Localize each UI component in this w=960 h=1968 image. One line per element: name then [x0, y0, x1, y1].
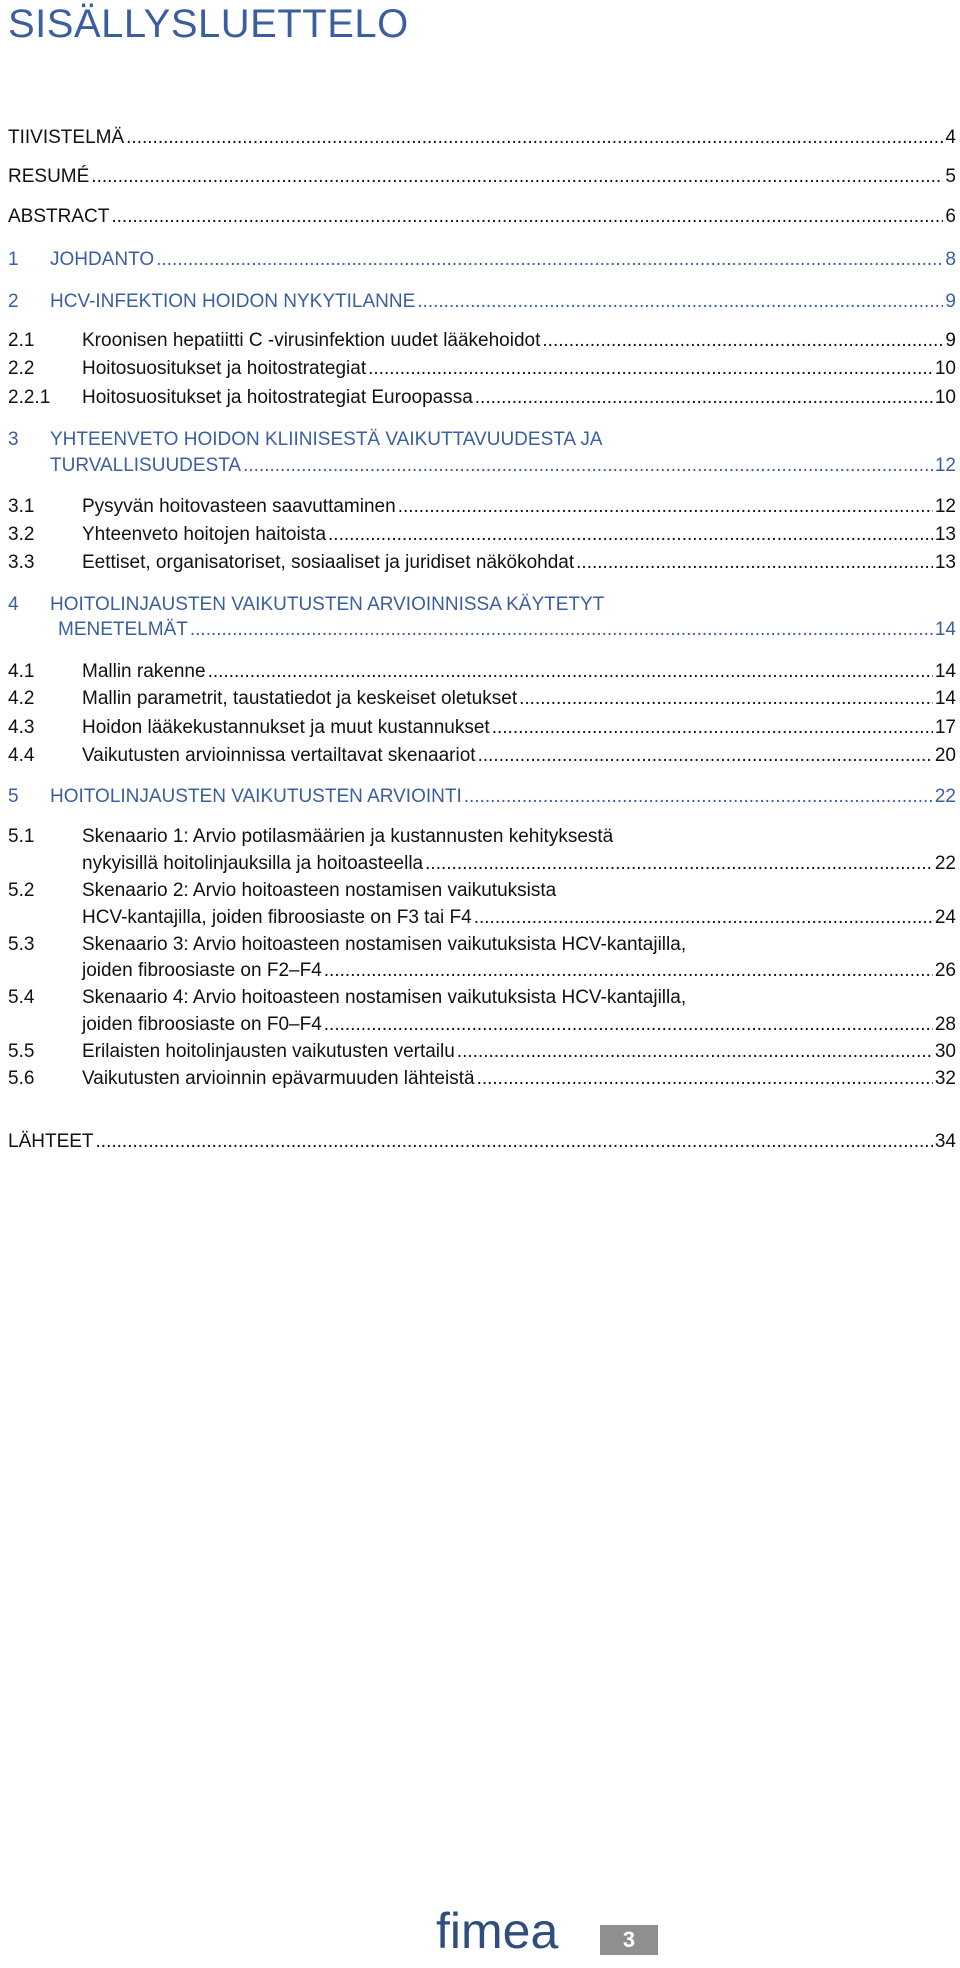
toc-page: 22	[934, 853, 956, 874]
toc-page: 10	[934, 387, 956, 408]
toc-entry-5-1-line-2[interactable]	[82, 852, 956, 876]
toc-label: Yhteenveto hoitojen haitoista	[82, 524, 327, 545]
toc-entry-abstract[interactable]	[8, 205, 956, 229]
toc-entry-resume[interactable]	[8, 165, 956, 189]
toc-number: 4	[8, 594, 19, 615]
toc-label: Kroonisen hepatiitti C -virusinfektion uudet lääkehoidot	[82, 330, 541, 351]
toc-label: JOHDANTO	[50, 249, 155, 270]
toc-page: 10	[934, 358, 956, 379]
toc-number: 5.3	[8, 934, 35, 955]
toc-label: joiden fibroosiaste on F2–F4	[82, 960, 322, 981]
toc-number: 3.1	[8, 496, 35, 517]
toc-page: 30	[934, 1041, 956, 1062]
dot-leader	[474, 906, 933, 930]
toc-label: YHTEENVETO HOIDON KLIINISESTÄ VAIKUTTAVUUDESTA JA	[50, 429, 603, 450]
toc-entry-5-2-line-2[interactable]	[82, 906, 956, 930]
toc-number: 5.6	[8, 1068, 35, 1089]
toc-page: 8	[945, 249, 956, 270]
toc-label: Pysyvän hoitovasteen saavuttaminen	[82, 496, 396, 517]
dot-leader	[477, 1067, 933, 1091]
dot-leader	[208, 660, 933, 684]
dot-leader	[368, 357, 933, 381]
toc-entry-2-1[interactable]	[8, 329, 956, 353]
dot-leader	[328, 523, 933, 547]
toc-entry-chapter-1[interactable]	[8, 248, 956, 272]
dot-leader	[457, 1040, 933, 1064]
dot-leader	[542, 329, 943, 353]
toc-page: 34	[934, 1131, 956, 1152]
toc-entry-5-5[interactable]	[8, 1040, 956, 1064]
toc-label: joiden fibroosiaste on F0–F4	[82, 1014, 322, 1035]
dot-leader	[111, 205, 943, 229]
toc-number: 4.2	[8, 688, 35, 709]
toc-number: 3	[8, 429, 19, 450]
toc-label: Hoitosuositukset ja hoitostrategiat Euroopassa	[82, 387, 473, 408]
toc-label: Hoidon lääkekustannukset ja muut kustannukset	[82, 717, 490, 738]
toc-label: HCV-kantajilla, joiden fibroosiaste on F3 tai F4	[82, 907, 472, 928]
toc-entry-5-6[interactable]	[8, 1067, 956, 1091]
dot-leader	[126, 126, 943, 150]
toc-entry-4-2[interactable]	[8, 687, 956, 711]
toc-entry-5-1-line-1[interactable]	[8, 825, 956, 849]
toc-entry-chapter-2[interactable]	[8, 290, 956, 314]
toc-label: MENETELMÄT	[58, 619, 188, 640]
toc-page: 32	[934, 1068, 956, 1089]
toc-number: 4.3	[8, 717, 35, 738]
toc-page: 12	[934, 455, 956, 476]
toc-label: Skenaario 4: Arvio hoitoasteen nostamisen vaikutuksista HCV-kantajilla,	[82, 987, 687, 1008]
toc-page: 20	[934, 745, 956, 766]
toc-entry-5-2-line-1[interactable]	[8, 879, 956, 903]
toc-entry-4-4[interactable]	[8, 744, 956, 768]
toc-page: 14	[934, 661, 956, 682]
toc-number: 1	[8, 249, 19, 270]
toc-entry-4-3[interactable]	[8, 716, 956, 740]
toc-label: LÄHTEET	[8, 1131, 94, 1152]
toc-entry-3-2[interactable]	[8, 523, 956, 547]
dot-leader	[417, 290, 943, 314]
toc-page: 9	[945, 291, 956, 312]
toc-label: HOITOLINJAUSTEN VAIKUTUSTEN ARVIOINTI	[50, 786, 462, 807]
dot-leader	[398, 495, 933, 519]
dot-leader	[324, 1013, 933, 1037]
page-number-badge: 3	[600, 1925, 658, 1955]
toc-label: Erilaisten hoitolinjausten vaikutusten vertailu	[82, 1041, 455, 1062]
toc-label: RESUMÉ	[8, 166, 90, 187]
toc-label: Skenaario 2: Arvio hoitoasteen nostamisen vaikutuksista	[82, 880, 557, 901]
dot-leader	[156, 248, 943, 272]
dot-leader	[492, 716, 933, 740]
toc-label: Mallin rakenne	[82, 661, 206, 682]
toc-label: HOITOLINJAUSTEN VAIKUTUSTEN ARVIOINNISSA KÄYTETYT	[50, 594, 605, 615]
toc-number: 2	[8, 291, 19, 312]
toc-label: Mallin parametrit, taustatiedot ja keskeiset oletukset	[82, 688, 518, 709]
toc-page: 28	[934, 1014, 956, 1035]
page-title: SISÄLLYSLUETTELO	[8, 2, 409, 46]
toc-entry-chapter-4-line-2[interactable]	[58, 618, 956, 642]
toc-entry-2-2[interactable]	[8, 357, 956, 381]
toc-entry-3-3[interactable]	[8, 551, 956, 575]
dot-leader	[190, 618, 933, 642]
toc-entry-chapter-3-line-1[interactable]	[8, 428, 956, 452]
toc-page: 4	[945, 127, 956, 148]
toc-number: 5.5	[8, 1041, 35, 1062]
toc-number: 4.4	[8, 745, 35, 766]
toc-label: HCV-INFEKTION HOIDON NYKYTILANNE	[50, 291, 416, 312]
dot-leader	[464, 785, 933, 809]
toc-entry-4-1[interactable]	[8, 660, 956, 684]
toc-number: 2.1	[8, 330, 35, 351]
dot-leader	[475, 386, 933, 410]
toc-entry-chapter-3-line-2[interactable]	[50, 454, 956, 478]
toc-label: Hoitosuositukset ja hoitostrategiat	[82, 358, 367, 379]
toc-number: 2.2.1	[8, 387, 51, 408]
toc-label: Vaikutusten arvioinnin epävarmuuden lähteistä	[82, 1068, 475, 1089]
dot-leader	[519, 687, 933, 711]
toc-label: Vaikutusten arvioinnissa vertailtavat skenaariot	[82, 745, 476, 766]
toc-page: 17	[934, 717, 956, 738]
toc-entry-5-4-line-2[interactable]	[82, 1013, 956, 1037]
toc-entry-tiivistelma[interactable]	[8, 126, 956, 150]
toc-label: Eettiset, organisatoriset, sosiaaliset ja juridiset näkökohdat	[82, 552, 575, 573]
toc-page: 13	[934, 552, 956, 573]
toc-page: 13	[934, 524, 956, 545]
toc-label: TURVALLISUUDESTA	[50, 455, 242, 476]
toc-page: 22	[934, 786, 956, 807]
toc-page: 9	[945, 330, 956, 351]
toc-entry-chapter-5[interactable]	[8, 785, 956, 809]
toc-entry-lahteet[interactable]	[8, 1130, 956, 1154]
toc-number: 3.2	[8, 524, 35, 545]
toc-page: 24	[934, 907, 956, 928]
toc-number: 5	[8, 786, 19, 807]
toc-entry-5-4-line-1[interactable]	[8, 986, 956, 1010]
dot-leader	[243, 454, 933, 478]
toc-page: 14	[934, 619, 956, 640]
toc-page: 12	[934, 496, 956, 517]
toc-entry-3-1[interactable]	[8, 495, 956, 519]
dot-leader	[91, 165, 943, 189]
dot-leader	[425, 852, 933, 876]
toc-number: 2.2	[8, 358, 35, 379]
toc-page: 26	[934, 960, 956, 981]
toc-label: Skenaario 1: Arvio potilasmäärien ja kustannusten kehityksestä	[82, 826, 614, 847]
toc-page: 14	[934, 688, 956, 709]
dot-leader	[96, 1130, 933, 1154]
toc-number: 5.1	[8, 826, 35, 847]
toc-number: 5.4	[8, 987, 35, 1008]
dot-leader	[576, 551, 933, 575]
toc-label: ABSTRACT	[8, 206, 110, 227]
toc-entry-5-3-line-2[interactable]	[82, 959, 956, 983]
toc-entry-5-3-line-1[interactable]	[8, 933, 956, 957]
fimea-logo-text: fimea	[436, 1904, 559, 1956]
toc-label: Skenaario 3: Arvio hoitoasteen nostamisen vaikutuksista HCV-kantajilla,	[82, 934, 687, 955]
toc-label: nykyisillä hoitolinjauksilla ja hoitoasteella	[82, 853, 424, 874]
dot-leader	[478, 744, 933, 768]
toc-number: 3.3	[8, 552, 35, 573]
toc-entry-chapter-4-line-1[interactable]	[8, 593, 956, 617]
dot-leader	[324, 959, 933, 983]
fimea-logo	[436, 1904, 572, 1956]
toc-label: TIIVISTELMÄ	[8, 127, 125, 148]
toc-number: 4.1	[8, 661, 35, 682]
toc-page: 5	[945, 166, 956, 187]
toc-entry-2-2-1[interactable]	[8, 386, 956, 410]
toc-number: 5.2	[8, 880, 35, 901]
toc-page: 6	[945, 206, 956, 227]
